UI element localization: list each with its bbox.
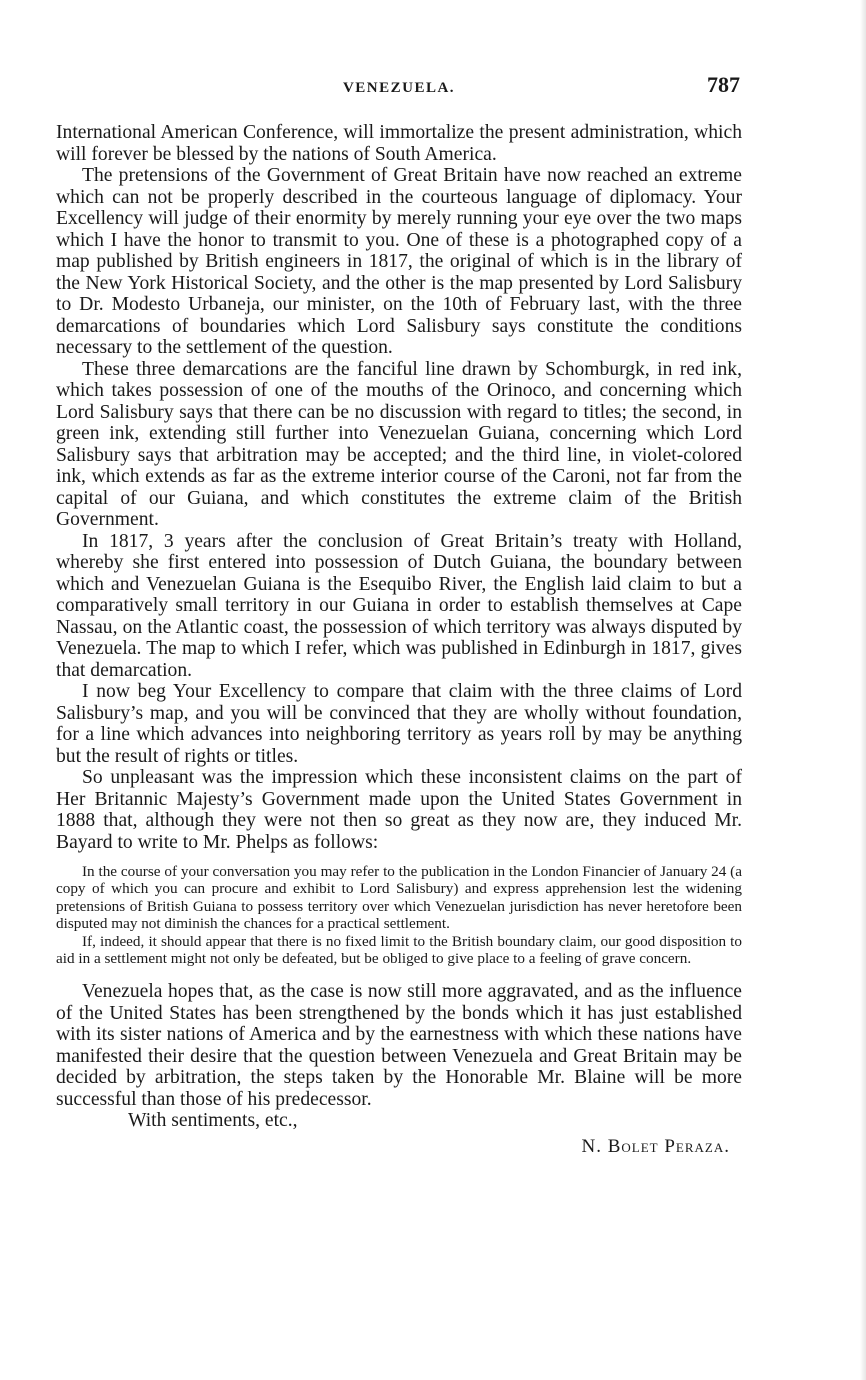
block-quote xyxy=(56,863,742,967)
quote-paragraph: In the course of your conversation you may refer to the publication in the London Financier of January 24 (a copy of which you can procure and exhibit to Lord Salisbury) and express apprehension lest the widening pretensions of British Guiana to possess territory over which Venezuelan jurisdiction has never heretofore been disputed may not diminish the chances for a practical settlement. xyxy=(56,863,742,933)
paragraph-continuation: International American Conference, will immortalize the present administration, which will forever be blessed by the nations of South America. xyxy=(56,122,742,165)
signature-name: N. Bolet Peraza. xyxy=(581,1135,730,1157)
page-edge-shadow xyxy=(860,0,866,1380)
paragraph-venezuela-hopes: Venezuela hopes that, as the case is now still more aggravated, and as the influence of the United States has been strengthened by the bonds which it has just established with its sister nations of America and by the earnestness with which these nations have manifested their desire that the question between Venezuela and Great Britain may be decided by arbitration, the steps taken by the Honorable Mr. Blaine will be more successful than those of his predecessor. xyxy=(56,981,742,1110)
paragraph-compare-claims: I now beg Your Excellency to compare that claim with the three claims of Lord Salisbury’s map, and you will be convinced that they are wholly without foundation, for a line which advances into neighboring territory as years roll by may be anything but the result of rights or titles. xyxy=(56,681,742,767)
body-text xyxy=(56,122,742,1158)
paragraph-1817-claim: In 1817, 3 years after the conclusion of Great Britain’s treaty with Holland, whereby she first entered into possession of Dutch Guiana, the boundary between which and Venezuelan Guiana is the Esequibo River, the English laid claim to but a comparatively small territory in our Guiana in order to establish themselves at Cape Nassau, on the Atlantic coast, the possession of which territory was always disputed by Venezuela. The map to which I refer, which was published in Edinburgh in 1817, gives that demarcation. xyxy=(56,530,742,681)
running-header xyxy=(56,70,742,104)
page-number: 787 xyxy=(707,72,740,97)
quote-paragraph: If, indeed, it should appear that there is no fixed limit to the British boundary claim, our good disposition to aid in a settlement might not only be defeated, but be obliged to give place to a feeling of grave concern. xyxy=(56,932,742,968)
paragraph-pretensions: The pretensions of the Government of Great Britain have now reached an extreme which can not be properly described in the courteous language of diplomacy. Your Excellency will judge of their enormity by merely running your eye over the two maps which I have the honor to transmit to you. One of these is a photographed copy of a map published by British engineers in 1817, the original of which is in the library of the New York Historical Society, and the other is the map presented by Lord Salisbury to Dr. Modesto Urbaneja, our minister, on the 10th of February last, with the three demarcations of boundaries which Lord Salisbury says constitute the conditions necessary to the settlement of the question. xyxy=(56,165,742,358)
signature xyxy=(56,1136,730,1158)
running-title: VENEZUELA. xyxy=(342,80,456,96)
document-page xyxy=(56,70,742,1158)
paragraph-bayard-letter: So unpleasant was the impression which these inconsistent claims on the part of Her Britannic Majesty’s Government made upon the United States Government in 1888 that, although they were not then so great as they now are, they induced Mr. Bayard to write to Mr. Phelps as follows: xyxy=(56,767,742,853)
closing-salutation: With sentiments, etc., xyxy=(128,1110,298,1132)
paragraph-demarcations: These three demarcations are the fanciful line drawn by Schomburgk, in red ink, which takes possession of one of the mouths of the Orinoco, and concerning which Lord Salisbury says that there can be no discussion with regard to titles; the second, in green ink, extending still further into Venezuelan Guiana, concerning which Lord Salisbury says that arbitration may be accepted; and the third line, in violet-colored ink, which extends as far as the extreme interior course of the Caroni, not far from the capital of our Guiana, and which constitutes the extreme claim of the British Government. xyxy=(56,358,742,530)
